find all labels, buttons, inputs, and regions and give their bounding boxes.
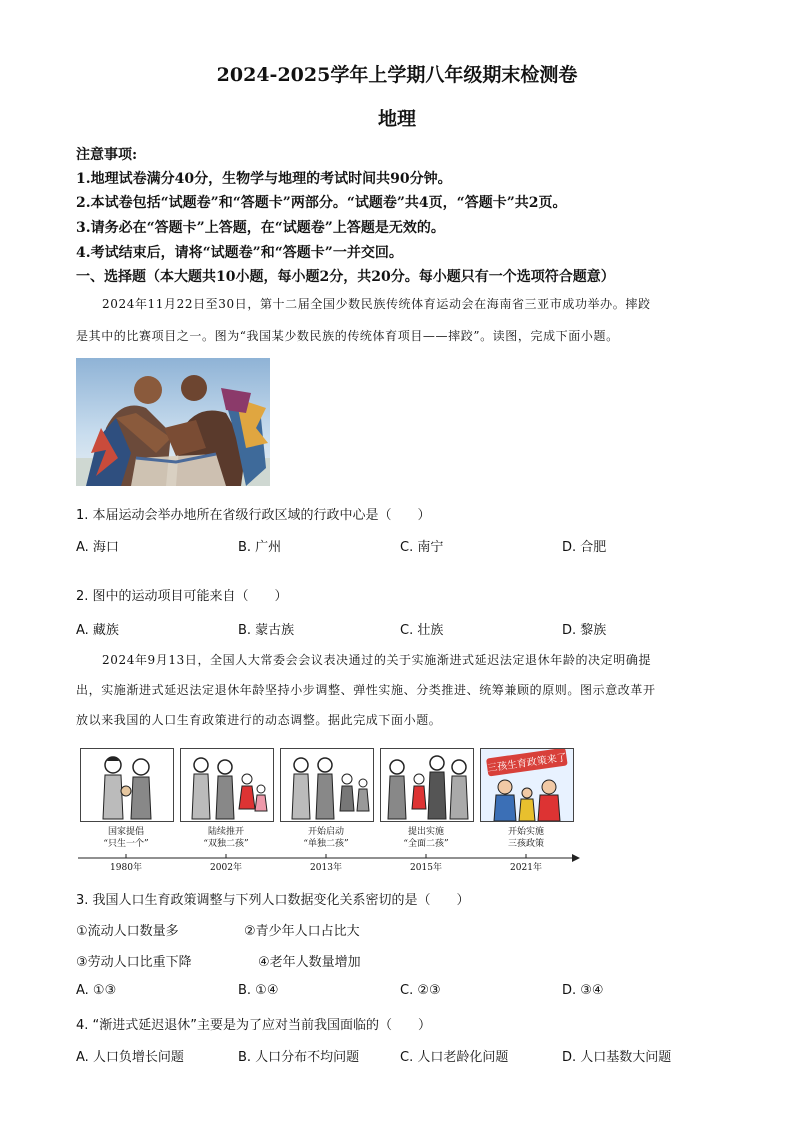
policy-timeline (76, 748, 582, 878)
passage2-line3: 放以来我国的人口生育政策进行的动态调整。据此完成下面小题。 (76, 713, 442, 727)
notice-item-1: 1.地理试卷满分40分，生物学与地理的考试时间共90分钟。 (76, 171, 452, 187)
timeline-caption-5: 开始实施 三孩政策 (507, 827, 544, 849)
q4-option-b[interactable]: B. 人口分布不均问题 (238, 1050, 360, 1065)
q3-option-c[interactable]: C. ②③ (400, 983, 441, 998)
notice-heading: 注意事项: (76, 147, 138, 163)
timeline-caption-4: 提出实施 “全面二孩” (403, 827, 449, 849)
q3-option-d[interactable]: D. ③④ (562, 983, 604, 998)
q1-option-d[interactable]: D. 合肥 (562, 540, 607, 555)
notice-item-3: 3.请务必在“答题卡”上答题，在“试题卷”上答题是无效的。 (76, 220, 445, 236)
q3-item-3: ③劳动人口比重下降 (76, 955, 192, 970)
timeline-caption-2: 陆续推开 “双独二孩” (203, 827, 249, 849)
wrestling-photo (76, 358, 270, 486)
q4-option-a[interactable]: A. 人口负增长问题 (76, 1050, 184, 1065)
subject-title: 地理 (377, 108, 416, 130)
notice-item-4: 4.考试结束后，请将“试题卷”和“答题卡”一并交回。 (76, 245, 403, 261)
q2-option-c[interactable]: C. 壮族 (400, 623, 444, 638)
q4-option-c[interactable]: C. 人口老龄化问题 (400, 1050, 509, 1065)
question-2-stem: 2. 图中的运动项目可能来自（ ） (76, 589, 288, 604)
q1-option-a[interactable]: A. 海口 (76, 540, 119, 555)
timeline-panel-1 (80, 748, 174, 822)
q2-option-a[interactable]: A. 藏族 (76, 623, 119, 638)
timeline-panel-5 (480, 748, 574, 822)
q1-option-b[interactable]: B. 广州 (238, 540, 282, 555)
timeline-caption-3: 开始启动 “单独二孩” (303, 827, 349, 849)
passage1-line2: 是其中的比赛项目之一。图为“我国某少数民族的传统体育项目——摔跤”。读图，完成下面小题。 (76, 329, 619, 343)
exam-title: 2024-2025学年上学期八年级期末检测卷 (216, 64, 578, 86)
q2-option-b[interactable]: B. 蒙古族 (238, 623, 295, 638)
timeline-year-3: 2013年 (310, 863, 342, 873)
timeline-year-2: 2002年 (210, 863, 242, 873)
q4-option-d[interactable]: D. 人口基数大问题 (562, 1050, 672, 1065)
notice-item-2: 2.本试卷包括“试题卷”和“答题卡”两部分。“试题卷”共4页，“答题卡”共2页。 (76, 195, 567, 211)
section-heading: 一、选择题（本大题共10小题，每小题2分，共20分。每小题只有一个选项符合题意） (76, 269, 615, 285)
q3-option-a[interactable]: A. ①③ (76, 983, 117, 998)
question-4-stem: 4. “渐进式延迟退休”主要是为了应对当前我国面临的（ ） (76, 1018, 432, 1033)
timeline-year-1: 1980年 (110, 863, 142, 873)
q3-item-2: ②青少年人口占比大 (244, 924, 360, 939)
q3-item-1: ①流动人口数量多 (76, 924, 179, 939)
timeline-panel-3 (280, 748, 374, 822)
q3-option-b[interactable]: B. ①④ (238, 983, 279, 998)
q3-item-4: ④老年人数量增加 (258, 955, 361, 970)
passage2-line2: 出，实施渐进式延迟法定退休年龄坚持小步调整、弹性实施、分类推进、统筹兼顾的原则。图示意改革开 (76, 683, 656, 697)
timeline-panel-4 (380, 748, 474, 822)
policy-banner: 三孩生育政策来了 (486, 752, 568, 775)
question-1-stem: 1. 本届运动会举办地所在省级行政区域的行政中心是（ ） (76, 508, 431, 523)
timeline-panel-2 (180, 748, 274, 822)
q2-option-d[interactable]: D. 黎族 (562, 623, 607, 638)
timeline-year-4: 2015年 (410, 863, 442, 873)
question-3-stem: 3. 我国人口生育政策调整与下列人口数据变化关系密切的是（ ） (76, 893, 470, 908)
passage1-line1: 2024年11月22日至30日，第十二届全国少数民族传统体育运动会在海南省三亚市成功举办。摔跤 (102, 297, 651, 311)
passage2-line1: 2024年9月13日，全国人大常委会会议表决通过的关于实施渐进式延迟法定退休年龄的决定明确提 (102, 653, 652, 667)
timeline-caption-1: 国家提倡 “只生一个” (103, 827, 149, 849)
q1-option-c[interactable]: C. 南宁 (400, 540, 444, 555)
timeline-year-5: 2021年 (510, 863, 542, 873)
